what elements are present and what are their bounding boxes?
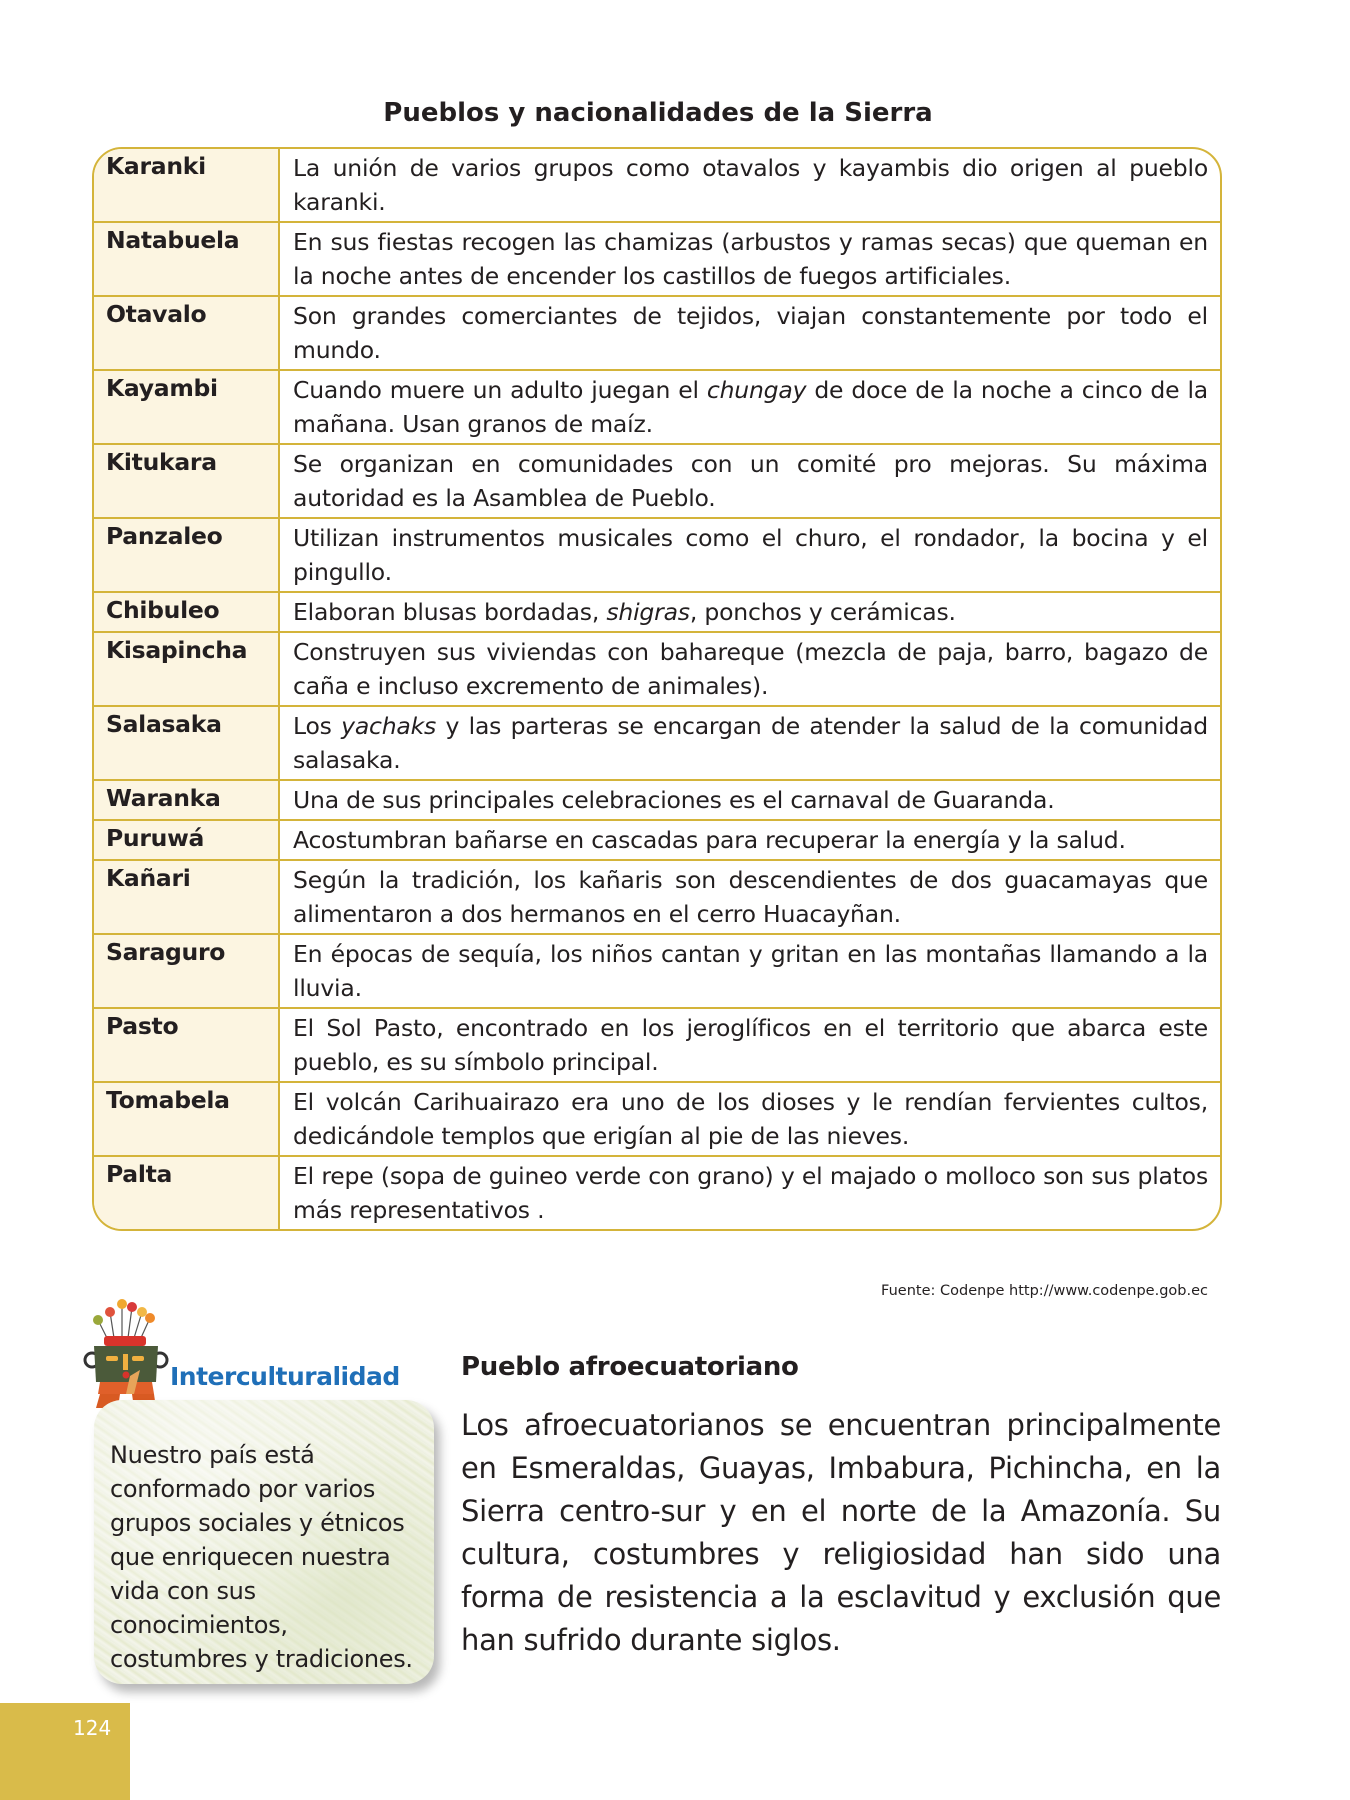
pueblo-description-cell <box>279 149 1220 222</box>
pueblos-table <box>94 149 1220 1229</box>
page-number: 124 <box>73 1716 112 1740</box>
pueblo-name-cell: Kayambi <box>94 370 279 444</box>
pueblo-description-cell <box>279 370 1220 444</box>
pueblo-name-cell: Palta <box>94 1156 279 1229</box>
source-citation: Fuente: Codenpe http://www.codenpe.gob.ec <box>881 1283 1208 1299</box>
italic-term: chungay <box>706 376 807 404</box>
pueblo-description-cell <box>279 1156 1220 1229</box>
afro-body: Los afroecuatorianos se encuentran principalmente en Esmeraldas, Guayas, Imbabura, Pichincha, en la Sierra centro-sur y en el norte de la Amazonía. Su cultura, costumbres y religiosidad han sido una forma de resistencia a la esclavitud y exclusión que han sufrido durante siglos. <box>461 1408 1221 1657</box>
pueblo-name-cell: Kitukara <box>94 444 279 518</box>
headband-icon <box>104 1336 146 1346</box>
table-row <box>94 706 1220 780</box>
pueblo-name-cell: Panzaleo <box>94 518 279 592</box>
pueblo-name-cell: Waranka <box>94 780 279 820</box>
description-text: Según la tradición, los kañaris son descendientes de dos guacamayas que alimentaron a dos hermanos en el cerro Huacayñan. <box>293 866 1208 928</box>
table-row <box>94 370 1220 444</box>
pueblo-name-cell: Salasaka <box>94 706 279 780</box>
pueblo-description-cell <box>279 1082 1220 1156</box>
table-row <box>94 632 1220 706</box>
mascot-figure-icon <box>80 1290 172 1410</box>
pueblo-description-cell <box>279 444 1220 518</box>
interculturalidad-text: Nuestro país está conformado por varios grupos sociales y étnicos que enriquecen nuestra vida con sus conocimientos, costumbres y tradiciones. <box>110 1441 413 1673</box>
pueblo-name-cell: Karanki <box>94 149 279 222</box>
pueblo-name-cell: Natabuela <box>94 222 279 296</box>
pueblo-description-cell <box>279 592 1220 632</box>
description-text: El Sol Pasto, encontrado en los jeroglíficos en el territorio que abarca este pueblo, es su símbolo principal. <box>293 1014 1208 1076</box>
pueblo-name-cell: Otavalo <box>94 296 279 370</box>
italic-term: yachaks <box>341 712 437 740</box>
table-row <box>94 518 1220 592</box>
description-text: Se organizan en comunidades con un comité pro mejoras. Su máxima autoridad es la Asamblea de Pueblo. <box>293 450 1208 512</box>
pueblo-name-cell: Chibuleo <box>94 592 279 632</box>
table-row <box>94 296 1220 370</box>
description-text: Utilizan instrumentos musicales como el churo, el rondador, la bocina y el pingullo. <box>293 524 1208 586</box>
table-row <box>94 149 1220 222</box>
pueblo-name-cell: Kañari <box>94 860 279 934</box>
table-row <box>94 820 1220 860</box>
description-text: Construyen sus viviendas con bahareque (mezcla de paja, barro, bagazo de caña e incluso excremento de animales). <box>293 638 1208 700</box>
pueblo-description-cell <box>279 780 1220 820</box>
pueblo-description-cell <box>279 632 1220 706</box>
description-text: y las parteras se encargan de atender la salud de la comunidad salasaka. <box>293 712 1208 774</box>
table-row <box>94 444 1220 518</box>
description-text: Los <box>293 712 342 740</box>
pueblo-name-cell: Pasto <box>94 1008 279 1082</box>
table-row <box>94 934 1220 1008</box>
pueblo-description-cell <box>279 706 1220 780</box>
description-text: Cuando muere un adulto juegan el <box>293 376 707 404</box>
description-text: Son grandes comerciantes de tejidos, viajan constantemente por todo el mundo. <box>293 302 1208 364</box>
description-text: , ponchos y cerámicas. <box>689 598 956 626</box>
description-text: de doce de la noche a cinco de la mañana. Usan granos de maíz. <box>293 376 1208 438</box>
description-text: Una de sus principales celebraciones es el carnaval de Guaranda. <box>293 786 1055 814</box>
italic-term: shigras <box>606 598 690 626</box>
description-text: La unión de varios grupos como otavalos y kayambis dio origen al pueblo karanki. <box>293 154 1208 216</box>
interculturalidad-title: Interculturalidad <box>170 1362 400 1391</box>
description-text: El repe (sopa de guineo verde con grano) y el majado o molloco son sus platos más representativos . <box>293 1162 1208 1224</box>
table-title: Pueblos y nacionalidades de la Sierra <box>383 98 933 128</box>
pueblos-table-container <box>92 147 1222 1231</box>
pueblos-table-body <box>94 149 1220 1229</box>
table-row <box>94 1008 1220 1082</box>
table-row <box>94 1156 1220 1229</box>
pueblo-name-cell: Puruwá <box>94 820 279 860</box>
pueblo-description-cell <box>279 820 1220 860</box>
pueblo-name-cell: Tomabela <box>94 1082 279 1156</box>
description-text: Acostumbran bañarse en cascadas para recuperar la energía y la salud. <box>293 826 1126 854</box>
afro-heading: Pueblo afroecuatoriano <box>461 1352 799 1382</box>
table-row <box>94 1082 1220 1156</box>
pueblo-description-cell <box>279 296 1220 370</box>
table-row <box>94 222 1220 296</box>
description-text: En épocas de sequía, los niños cantan y gritan en las montañas llamando a la lluvia. <box>293 940 1208 1002</box>
description-text: Elaboran blusas bordadas, <box>293 598 607 626</box>
description-text: En sus fiestas recogen las chamizas (arbustos y ramas secas) que queman en la noche antes de encender los castillos de fuegos artificiales. <box>293 228 1208 290</box>
pueblo-description-cell <box>279 518 1220 592</box>
table-row <box>94 780 1220 820</box>
table-row <box>94 592 1220 632</box>
pueblo-name-cell: Kisapincha <box>94 632 279 706</box>
pueblo-description-cell <box>279 934 1220 1008</box>
pueblo-description-cell <box>279 222 1220 296</box>
table-row <box>94 860 1220 934</box>
headdress-pins-icon <box>93 1299 155 1340</box>
pueblo-name-cell: Saraguro <box>94 934 279 1008</box>
description-text: El volcán Carihuairazo era uno de los dioses y le rendían fervientes cultos, dedicándole templos que erigían al pie de las nieves. <box>293 1088 1208 1150</box>
pueblo-description-cell <box>279 860 1220 934</box>
pueblo-description-cell <box>279 1008 1220 1082</box>
